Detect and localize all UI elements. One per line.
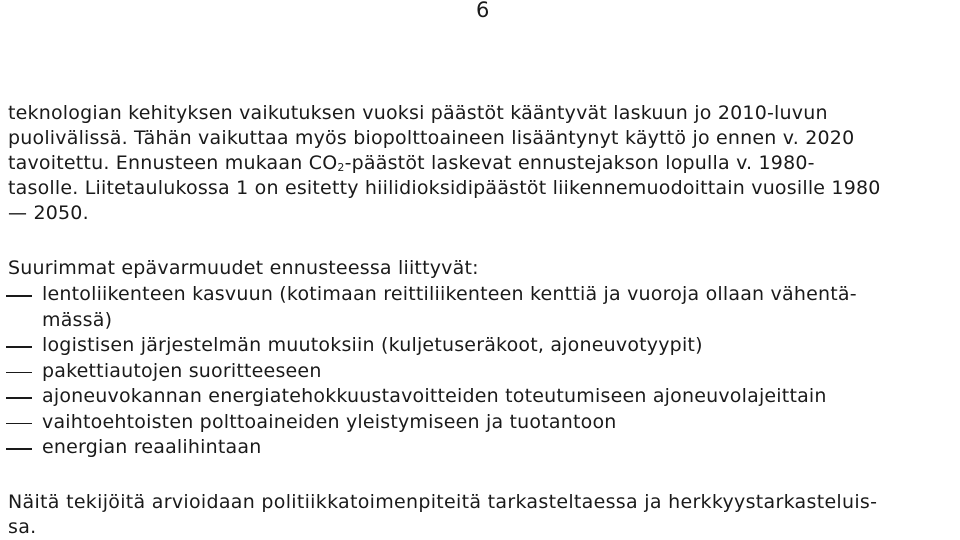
list-item [0,435,857,461]
list-item-text-continued: mässä) [42,308,113,331]
list-item-text: ajoneuvokannan energiatehokkuustavoitteiden toteutumiseen ajoneuvolajeittain [42,385,827,407]
paragraph-emissions-forecast [8,101,956,226]
list-item [0,333,857,359]
co2-text: tavoitettu. Ennusteen mukaan CO [8,152,338,174]
paragraph-line: tasolle. Liitetaulukossa 1 on esitetty hiilidioksidipäästöt liikennemuodoittain vuosille 1980 [8,177,881,199]
list-item [0,282,857,333]
paragraph-sensitivity [8,490,877,540]
co2-subscript: 2 [337,161,345,174]
dash-bullet-icon [6,346,32,348]
list-item [0,410,857,436]
uncertainties-intro: Suurimmat epävarmuudet ennusteessa liittyvät: [8,257,479,279]
paragraph-line: teknologian kehityksen vaikutuksen vuoksi päästöt kääntyvät laskuun jo 2010-luvun [8,102,828,124]
paragraph-line: puolivälissä. Tähän vaikuttaa myös biopolttoaineen lisääntynyt käyttö jo ennen v. 2020 [8,127,855,149]
page-number: 6 [476,0,490,22]
dash-bullet-icon [6,397,32,399]
list-item-text: pakettiautojen suoritteeseen [42,359,322,382]
dash-bullet-icon [6,372,32,374]
list-item [0,359,857,385]
list-item-text: vaihtoehtoisten polttoaineiden yleistymiseen ja tuotantoon [42,410,617,433]
list-item-text: logistisen järjestelmän muutoksiin (kuljetuseräkoot, ajoneuvotyypit) [42,334,703,356]
dash-bullet-icon [6,295,32,297]
paragraph-line-rest: -päästöt laskevat ennustejakson lopulla v. 1980- [344,152,815,174]
uncertainties-list [0,282,857,461]
paragraph-line [8,151,956,176]
list-item [0,384,857,410]
dash-bullet-icon [6,423,32,425]
paragraph-line: — 2050. [8,202,89,224]
list-item-text: lentoliikenteen kasvuun (kotimaan reittiliikenteen kenttiä ja vuoroja ollaan vähentä- [42,283,857,305]
paragraph-line: Näitä tekijöitä arvioidaan politiikkatoimenpiteitä tarkasteltaessa ja herkkyystarkasteluis- [8,491,878,513]
list-item-text: energian reaalihintaan [42,436,262,458]
paragraph-line: sa. [8,516,37,538]
dash-bullet-icon [6,448,32,450]
